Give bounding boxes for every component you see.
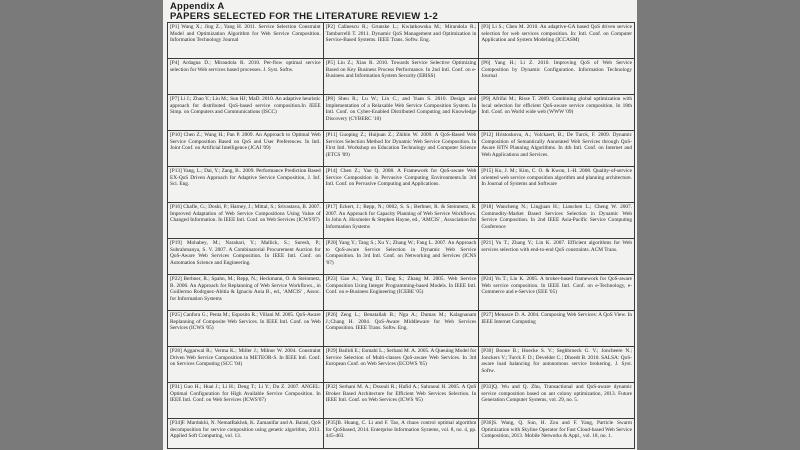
paper-cell: [P8] Sheu R.; Lu W.; Lin C.; and Yuan S. 2010. Design and Implementation of a Relaxable Web Service Composition System. In Intl. Conf. on Cyber-Enabled Distributed Computing and Knowledge Discovery (CYBERC '10) <box>324 95 480 131</box>
paper-cell: [P10] Chen Z.; Wang H.; Pan P. 2009. An Approach to Optimal Web Service Composition Based on QoS and User Preferences. In Intl. Joint Conf. on Artificial Intelligence (JCAI '09) <box>168 131 324 167</box>
paper-cell: [P22] Berbner, R.; Spahn, M.; Repp, N.; Heckmann, O. & Steinmetz, R. 2006. An Approach for Replanning of Web Service Workflows., in Guillermo Rodrguez-Abitia & Ignacio Ania B., ed., 'AMCIS' , Assoc. for Information Systems <box>168 275 324 311</box>
appendix-heading: Appendix A <box>170 1 225 12</box>
paper-cell: [P23] Gao A.; Yang D.; Tang S.; Zhang M. 2005. Web Service Composition Using Integer Programming-based Models. In IEEE Intl. Conf. on e-Business Engineering (ICEBE '05) <box>324 275 480 311</box>
paper-cell: [P36]S. Wang, Q. Sun, H. Zou and F. Yang, Particle Swarm Optimization with Skyline Operator for Fast Cloud-based Web Service Composition, 2013. Mobile Networks & Appl., vol. 18, no. 1. <box>479 419 635 449</box>
paper-cell: [P27] Menasce D. A. 2004. Composing Web Services: A QoS View. In IEEE Internet Computing <box>479 311 635 347</box>
paper-cell: [P19] Mohabey, M.; Narahari, Y.; Mallick, S.; Suresh, P.; Subrahmanya, S. V. 2007. A Combinatorial Procurement Auction for QoS-Aware Web Services Composition. In IEEE Intl. Conf. on Automation Science and Engineering. <box>168 239 324 275</box>
papers-table <box>167 22 635 449</box>
paper-cell: [P1] Wang X.; Jing Z.; Yang H. 2011. Service Selection Constraint Model and Optimization Algorithm for Web Service Composition. Information Technology Journal <box>168 23 324 59</box>
paper-cell: [P26] Zeng L.; Benatallah B.; Ngu A.; Dumas M.; Kalagnanam J.;Chang H. 2004. QoS-Aware Middleware for Web Services Composition. IEEE Trans. Softw. Eng. <box>324 311 480 347</box>
paper-cell: [P2] Calinescu R.; Grunske L.; Kwiatkowska M.; Mirandola R.; Tamburrelli T. 2011. Dynamic QoS Management and Optimization in Service-Based Systems. IEEE Trans. Softw. Eng. <box>324 23 480 59</box>
paper-cell: [P21] Yu T.; Zhang Y.; Lin K. 2007. Efficient algorithms for Web services selection with end-to-end QoS constraints. ACM Trans. <box>479 239 635 275</box>
paper-cell: [P14] Chen Z.; Yao Q. 2008. A Framework for QoS-aware Web Service Composition in Pervasive Computing Environments.In 3rd Intl. Conf. on Pervasive Computing and Applications. <box>324 167 480 203</box>
paper-cell: [P17] Eckert, J.; Repp, N.; 0002, S. S.; Berbner, R. & Steinmetz, R. 2007. An Approach for Capacity Planning of Web Service Workflows. In John A. Hoxmeier & Stephen Hayne, ed., 'AMCIS' , Association for Information Systems <box>324 203 480 239</box>
paper-cell: [P7] Li J.; Zhao Y.; Liu M.; Sun HJ; MaD. 2010. An adaptive heuristic approach for distributed QoS-based service composition.In IEEE Simp. on Computers and Communications (ISCC) <box>168 95 324 131</box>
paper-cell: [P9] Afrifai M.; Risse T. 2009. Combining global optimization with local selection for efficient QoS-aware service composition. In 18th Intl. Conf. on World wide web (WWW '09) <box>479 95 635 131</box>
paper-cell: [P13] Yang, L.; Dai, Y.; Zang, B.. 2009. Performance Prediction Based EX-QoS Driven Approach for Adaptive Service Composition, J. Inf. Sci. Eng. <box>168 167 324 203</box>
paper-cell: [P34]F. Mardukhi, N. NematBakhsh, K. Zamanifar and A. Barati, QoS decomposition for service composition using genetic algorithm, 2013. Applied Soft Computing, vol. 13. <box>168 419 324 449</box>
paper-cell: [P16] Chafle, G.; Doshi, P.; Harney, J.; Mittal, S.; Srivastava, B. 2007. Improved Adaptation of Web Service Compositions Using Value of Changed Information. In IEEE Intl. Conf. on Web Services (ICWS'07) <box>168 203 324 239</box>
paper-cell: [P5] Liu Z.; Xiao R. 2010. Towards Service Selective Optimizing Based on Key Business Process Performance. In 2nd Intl. Conf. on e-Business and Information System Security (EBISS) <box>324 59 480 95</box>
paper-cell: [P24] Yu T.; Lin K. 2005. A broker-based framework for QoS-aware Web service composition. In IEEE Intl. Conf. on e-Technology, e-Commerce and e-Service (EEE '05) <box>479 275 635 311</box>
paper-cell: [P4] Ardagna D.; Mirandola R. 2010. Per-flow optimal service selection for Web services based processes. J. Syst. Softw. <box>168 59 324 95</box>
paper-cell: [P6] Yang H.; Li Z. 2010. Improving QoS of Web Service Composition by Dynamic Configuration. Information Technology Journal <box>479 59 635 95</box>
table-title: PAPERS SELECTED FOR THE LITERATURE REVIEW 1-2 <box>170 11 439 22</box>
paper-cell: [P25] Canfora G.; Penta M.; Esposito R.; Villani M. 2005. QoS-Aware Replanning of Composite Web Services. In IEEE Intl. Conf. on Web Services (ICWS '05) <box>168 311 324 347</box>
paper-cell: [P18] Wancheng N.; Lingjuan H.; Lianchen L.; Cheng W. 2007. Commodity-Market Based Services Selection in Dynamic Web Service Composition. In 2nd IEEE Asia-Pacific Service Computing Conference <box>479 203 635 239</box>
paper-cell: [P15] Ko, J. M.; Kim, C. O. & Kwon, I.-H. 2008. Quality-of-service oriented web service composition algorithm and planning architecture. In Journal of Systems and Software <box>479 167 635 203</box>
paper-cell: [P11] Guoping Z.; Huijuan Z.; Zhibin W. 2009. A QoS-Based Web Services Selection Method for Dynamic Web Service Composition. In First Intl. Workshop on Education Technology and Computer Science (ETCS '09) <box>324 131 480 167</box>
document-page <box>163 0 637 450</box>
paper-cell: [P33]Q. Wu and Q. Zhu, Transactional and QoS-aware dynamic service composition based on ant colony optimization, 2013. Future Generation Computer Systems, vol. 29, no. 5. <box>479 383 635 419</box>
paper-cell: [P30] Boone B.; Hoecke S. V.; Seghbroeck G. V.; Joncheere N.; Jonckers V.; Turck F. D.; Develder C.; Dhoedt B. 2010. SALSA: QoS-aware load balancing for autonomous service brokering. J. Syst. Softw. <box>479 347 635 383</box>
paper-cell: [P31] Guo H.; Huai J.; Li H.; Deng T.; Li Y.; Du Z. 2007. ANGEL: Optimal Configuration for High Available Service Composition. In IEEE Intl. Conf. on Web Services (ICWS'07) <box>168 383 324 419</box>
paper-cell: [P3] Li S.; Chen M. 2010. An adaptive-GA based QoS driven service selection for web services composition. In: Intl. Conf. on Computer Application and System Modeling (ICCASM) <box>479 23 635 59</box>
paper-cell: [P35]B. Huang, C. Li and F. Tao, A chaos control optimal algorithm for QoSbased, 2014. Enterprise Information Systems, vol. 8, no. 4, pp. 445-463. <box>324 419 480 449</box>
paper-cell: [P29] Bailidi E.; Esmahi L.; Serhani M. A. 2005. A Queuing Model for Service Selection of Multi-classes QoS-aware Web Services. In 3rd European Conf. on Web Services (ECOWS '05) <box>324 347 480 383</box>
paper-cell: [P12] Hristoskova, A.; Volckaert, B.; De Turck, F. 2009. Dynamic Composition of Semantically Annotated Web Services through QoS-Aware HTN Planning Algorithms. In 4th Intl. Conf. on Internet and Web Applications and Services. <box>479 131 635 167</box>
paper-cell: [P20] Yang Y.; Tang S.; Xu Y.; Zhang W.; Fang L. 2007. An Approach to QoS-aware Service Selection in Dynamic Web Service Composition. In 3rd Intl. Conf. on Networking and Services (ICNS '07) <box>324 239 480 275</box>
paper-cell: [P32] Serhani M. A.; Dssouli R.; Hafid A.; Sahraoui H. 2005. A QoS Broker Based Architecture for Efficient Web Services Selection. In IEEE Intl. Conf. on Web Services (ICWS '05) <box>324 383 480 419</box>
paper-cell: [P28] Aggarwal R.; Verma K.; Miller J.; Milnor W. 2004. Constraint Driven Web Service Composition in METEOR-S. In IEEE Intl. Conf. on Services Computing (SCC '04) <box>168 347 324 383</box>
